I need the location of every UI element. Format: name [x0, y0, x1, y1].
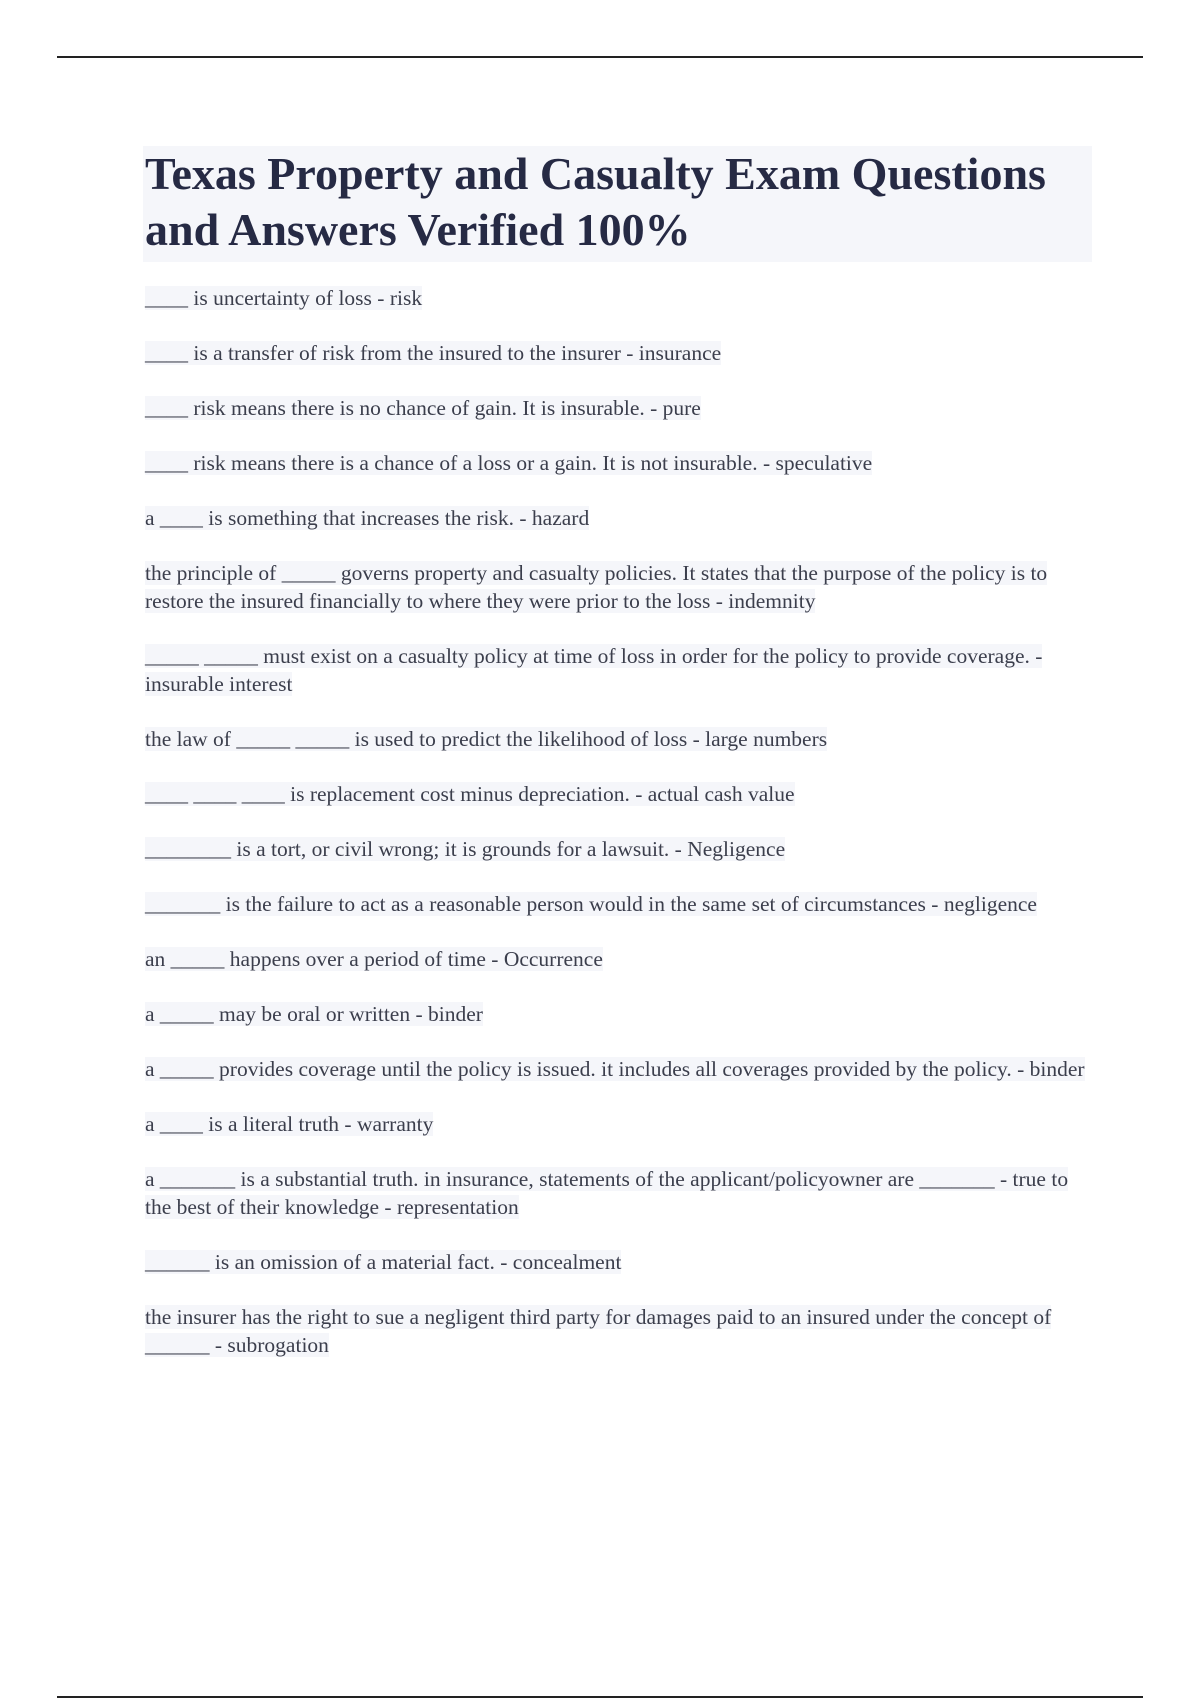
qa-text: ____ risk means there is a chance of a loss or a gain. It is not insurable. - speculative: [145, 451, 873, 475]
qa-item: [145, 1303, 1092, 1359]
qa-item: [145, 1110, 1092, 1138]
qa-text: the law of _____ _____ is used to predict the likelihood of loss - large numbers: [145, 727, 828, 751]
qa-text: ____ is a transfer of risk from the insured to the insurer - insurance: [145, 341, 722, 365]
qa-item: [145, 890, 1092, 918]
qa-item: [145, 504, 1092, 532]
qa-item: [145, 394, 1092, 422]
qa-text: a ____ is something that increases the risk. - hazard: [145, 506, 590, 530]
qa-item: [145, 780, 1092, 808]
qa-item: [145, 449, 1092, 477]
document-body: [145, 146, 1092, 1359]
top-rule: [57, 56, 1143, 58]
qa-item: [145, 1248, 1092, 1276]
qa-item: [145, 1165, 1092, 1221]
qa-text: an _____ happens over a period of time - Occurrence: [145, 947, 603, 971]
qa-item: [145, 339, 1092, 367]
bottom-rule: [57, 1696, 1143, 1698]
qa-item: [145, 1055, 1092, 1083]
qa-text: ____ is uncertainty of loss - risk: [145, 286, 423, 310]
qa-item: [145, 284, 1092, 312]
qa-item: [145, 559, 1092, 615]
qa-text: the principle of _____ governs property and casualty policies. It states that the purpose of the policy is to restore the insured financially to where they were prior to the loss - indemnity: [145, 561, 1048, 613]
qa-text: _____ _____ must exist on a casualty policy at time of loss in order for the policy to provide coverage. - insurable interest: [145, 644, 1043, 696]
title-block: [143, 146, 1092, 262]
qa-item: [145, 835, 1092, 863]
qa-text: a _____ provides coverage until the policy is issued. it includes all coverages provided by the policy. - binder: [145, 1057, 1085, 1081]
qa-text: ____ ____ ____ is replacement cost minus depreciation. - actual cash value: [145, 782, 795, 806]
qa-item: [145, 945, 1092, 973]
qa-item: [145, 642, 1092, 698]
qa-text: the insurer has the right to sue a negligent third party for damages paid to an insured under the concept of ______ - subrogation: [145, 1305, 1052, 1357]
qa-item: [145, 725, 1092, 753]
qa-text: _______ is the failure to act as a reasonable person would in the same set of circumstances - negligence: [145, 892, 1037, 916]
qa-text: a _____ may be oral or written - binder: [145, 1002, 483, 1026]
qa-text: ______ is an omission of a material fact. - concealment: [145, 1250, 622, 1274]
qa-text: ____ risk means there is no chance of gain. It is insurable. - pure: [145, 396, 701, 420]
qa-text: a _______ is a substantial truth. in insurance, statements of the applicant/policyowner are _______ - true to the best of their knowledge - representation: [145, 1167, 1069, 1219]
qa-text: ________ is a tort, or civil wrong; it is grounds for a lawsuit. - Negligence: [145, 837, 786, 861]
page-title: Texas Property and Casualty Exam Questions and Answers Verified 100%: [145, 148, 1046, 255]
qa-item: [145, 1000, 1092, 1028]
qa-list: [145, 284, 1092, 1359]
qa-text: a ____ is a literal truth - warranty: [145, 1112, 434, 1136]
